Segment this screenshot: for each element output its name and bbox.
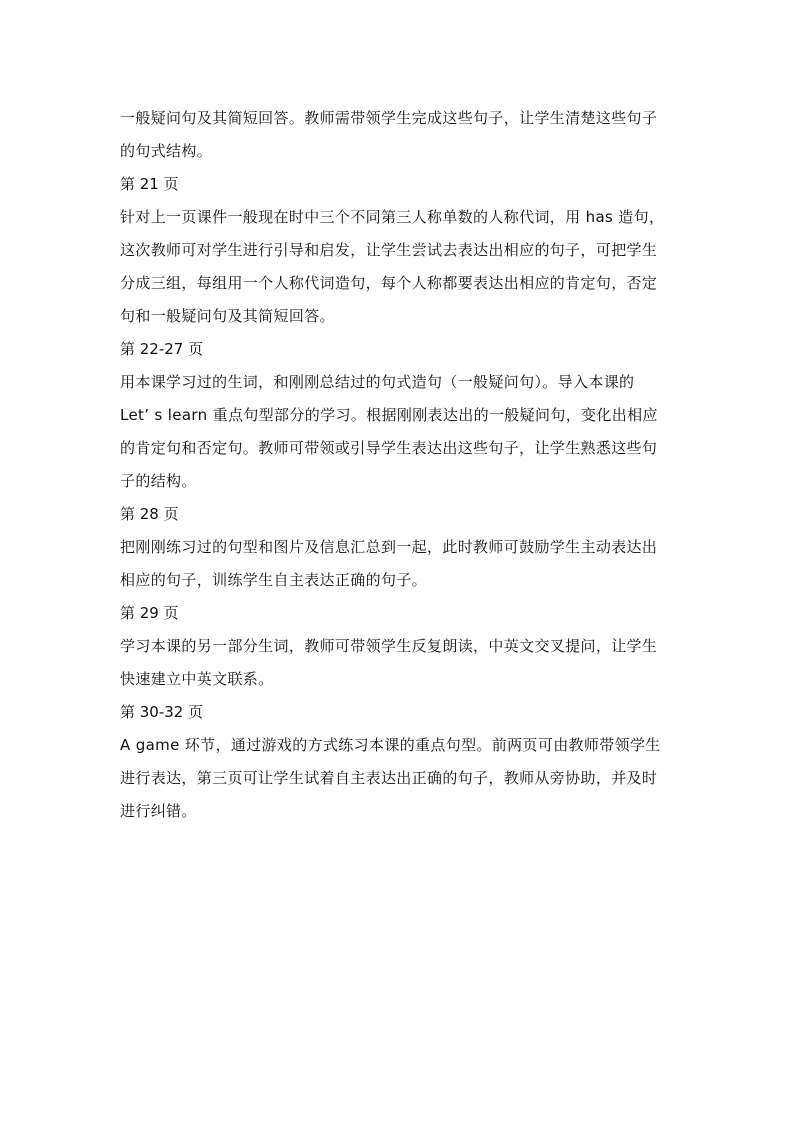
text-line: 进行表达，第三页可让学生试着自主表达出正确的句子，教师从旁协助，并及时 (120, 769, 658, 787)
paragraph (120, 729, 680, 828)
text-line: 进行纠错。 (120, 802, 197, 820)
section-heading: 第 30-32 页 (120, 703, 204, 721)
paragraph (120, 366, 680, 498)
text-line: 分成三组，每组用一个人称代词造句，每个人称都要表达出相应的肯定句，否定 (120, 274, 658, 292)
section-heading: 第 22-27 页 (120, 340, 204, 358)
text-line: 子的结构。 (120, 472, 197, 490)
text-line: 这次教师可对学生进行引导和启发，让学生尝试去表达出相应的句子，可把学生 (120, 241, 658, 259)
section-heading: 第 21 页 (120, 175, 179, 193)
text-line: 一般疑问句及其简短回答。教师需带领学生完成这些句子，让学生清楚这些句子 (120, 109, 658, 127)
text-line: 学习本课的另一部分生词，教师可带领学生反复朗读，中英文交叉提问，让学生 (120, 637, 658, 655)
text-line: A game 环节，通过游戏的方式练习本课的重点句型。前两页可由教师带领学生 (120, 736, 661, 754)
text-line: 的句式结构。 (120, 142, 213, 160)
paragraph (120, 201, 680, 333)
section-heading: 第 28 页 (120, 505, 179, 523)
document-page (120, 102, 680, 828)
text-line: 句和一般疑问句及其简短回答。 (120, 307, 335, 325)
paragraph (120, 531, 680, 597)
text-line: 快速建立中英文联系。 (120, 670, 274, 688)
text-line: 用本课学习过的生词，和刚刚总结过的句式造句（一般疑问句）。导入本课的 (120, 373, 635, 391)
text-line: 相应的句子，训练学生自主表达正确的句子。 (120, 571, 428, 589)
section-heading: 第 29 页 (120, 604, 179, 622)
text-line: 针对上一页课件一般现在时中三个不同第三人称单数的人称代词，用 has 造句， (120, 208, 665, 226)
paragraph (120, 630, 680, 696)
text-line: 把刚刚练习过的句型和图片及信息汇总到一起，此时教师可鼓励学生主动表达出 (120, 538, 658, 556)
text-line: 的肯定句和否定句。教师可带领或引导学生表达出这些句子，让学生熟悉这些句 (120, 439, 658, 457)
paragraph (120, 102, 680, 168)
text-line: Let’ s learn 重点句型部分的学习。根据刚刚表达出的一般疑问句，变化出相应 (120, 406, 658, 424)
